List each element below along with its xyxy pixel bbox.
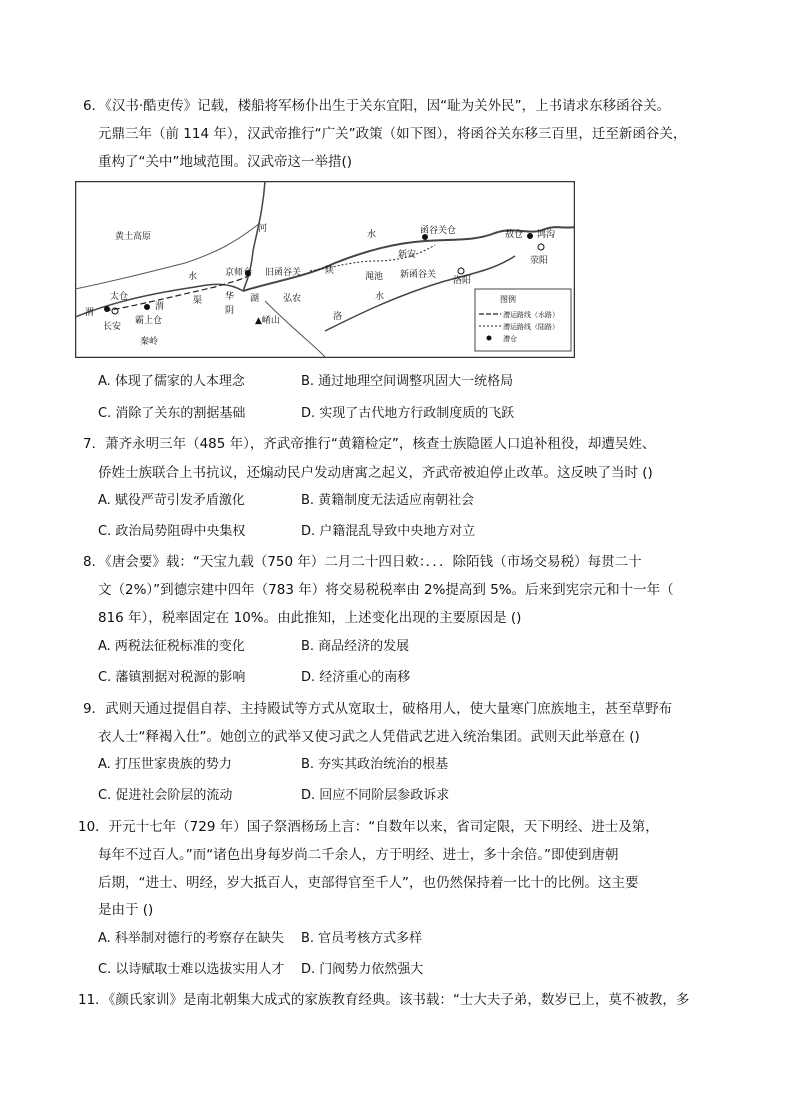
map-label-shui2: 水 <box>188 272 198 282</box>
q9-line-2: 衣人士“释褐入仕”。她创立的武举又使习武之人凭借武艺进入统治集团。武则天此举意在 () <box>98 729 640 745</box>
map-label-mianchi: 渑池 <box>365 272 384 282</box>
map-label-hua: 华 <box>225 292 235 302</box>
q9-option-b[interactable]: B. 夯实其政治统治的根基 <box>301 757 449 772</box>
map-label-huangtu: 黄土高原 <box>115 232 152 242</box>
q10-line-1: 10．开元十七年（729 年）国子祭酒杨玚上言：“自数年以来，省司定限，天下明经、进士及第， <box>78 819 659 835</box>
q10-option-a[interactable]: A. 科举制对德行的考察存在缺失 <box>98 931 284 946</box>
map-label-wei2: 渭 <box>155 302 165 312</box>
map-label-xinan: 新安 <box>398 250 417 260</box>
map-label-he: 河 <box>258 224 268 234</box>
q10-line-3: 后期，“进士、明经，岁大抵百人，吏部得官至千人”，也仍然保持着一比十的比例。这主要 <box>98 875 639 891</box>
map-figure <box>75 181 575 358</box>
q8-option-c[interactable]: C. 藩镇割据对税源的影响 <box>98 670 246 685</box>
map-label-honggou: 鸿沟 <box>537 230 556 240</box>
map-label-xinhangu: 新函谷关 <box>400 270 437 280</box>
legend-title: 图例 <box>500 295 516 304</box>
q8-line-1: 8．《唐会要》载：“天宝九载（750 年）二月二十四日敕：．．．除陌钱（市场交易税）每贯二十 <box>83 554 642 570</box>
q6-line-2: 元鼎三年（前 114 年），汉武帝推行“广关”政策（如下图），将函谷关东移三百里，迁至新函谷关， <box>98 126 687 142</box>
map-label-huayin: 阴 <box>225 306 235 316</box>
q7-option-c[interactable]: C. 政治局势阻碍中央集权 <box>98 524 246 539</box>
map-label-bashang: 霸上仓 <box>135 316 163 326</box>
map-label-hangu: 函谷关仓 <box>420 226 457 236</box>
map-label-luo: 洛 <box>333 312 343 322</box>
q7-line-2: 侨姓士族联合上书抗议，还煽动民户发动唐寓之起义，齐武帝被迫停止改革。这反映了当时 () <box>98 465 653 481</box>
q11-line-1: 11．《颜氏家训》是南北朝集大成式的家族教育经典。该书载：“士大夫子弟，数岁已上，莫不被教，多 <box>78 992 690 1008</box>
q9-option-a[interactable]: A. 打压世家贵族的势力 <box>98 757 232 772</box>
legend-water: 漕运路线（水路） <box>503 311 559 319</box>
q7-option-b[interactable]: B. 黄籍制度无法适应南朝社会 <box>301 493 475 508</box>
q6-line-1: 6．《汉书·酷吏传》记载，楼船将军杨仆出生于关东宜阳，因“耻为关外民”，上书请求东移函谷关。 <box>83 98 671 114</box>
legend-granary: 漕仓 <box>503 335 517 343</box>
q8-line-2: 文（2%）”到德宗建中四年（783 年）将交易税税率由 2%提高到 5%。后来到宪宗元和十一年（ <box>98 582 674 598</box>
map-label-qu: 渠 <box>193 296 203 306</box>
map-label-jiuhangu: 旧函谷关 <box>265 268 302 278</box>
q10-line-4: 是由于 () <box>98 902 154 918</box>
q6-option-c[interactable]: C. 消除了关东的割据基础 <box>98 406 246 421</box>
map-label-changan: 长安 <box>103 322 122 332</box>
q8-line-3: 816 年），税率固定在 10%。由此推知，上述变化出现的主要原因是 () <box>98 610 522 626</box>
map-label-shui3: 水 <box>375 292 385 302</box>
q7-line-1: 7．萧齐永明三年（485 年），齐武帝推行“黄籍检定”，核查士族隐匿人口追补租役，却遭吴姓、 <box>83 436 656 452</box>
q10-option-c[interactable]: C. 以诗赋取士难以选拔实用人才 <box>98 962 285 977</box>
q9-option-c[interactable]: C. 促进社会阶层的流动 <box>98 788 233 803</box>
map-label-aocang: 敖仓 <box>505 230 524 240</box>
q8-option-b[interactable]: B. 商品经济的发展 <box>301 639 410 654</box>
map-label-taicang: 太仓 <box>110 292 129 302</box>
q7-option-d[interactable]: D. 户籍混乱导致中央地方对立 <box>301 524 476 539</box>
q10-option-b[interactable]: B. 官员考核方式多样 <box>301 931 423 946</box>
legend-land: 漕运路线（陆路） <box>503 323 559 331</box>
q6-option-a[interactable]: A. 体现了儒家的人本理念 <box>98 374 245 389</box>
q9-line-1: 9．武则天通过提倡自荐、主持殿试等方式从宽取士，破格用人，使大量寒门庶族地主，甚至草野布 <box>83 701 673 717</box>
map-label-lishan: ▲崤山 <box>255 316 280 326</box>
map-legend <box>475 289 571 351</box>
q10-line-2: 每年不过百人。”而“诸色出身每岁尚二千余人，方于明经、进士，多十余倍。”即使到唐朝 <box>98 847 619 863</box>
q9-option-d[interactable]: D. 回应不同阶层参政诉求 <box>301 788 450 803</box>
q10-option-d[interactable]: D. 门阀势力依然强大 <box>301 962 424 977</box>
q7-option-a[interactable]: A. 赋役严苛引发矛盾激化 <box>98 493 245 508</box>
map-label-hongnong: 弘农 <box>283 294 302 304</box>
map-label-luoyang: 洛阳 <box>453 276 472 286</box>
q6-option-d[interactable]: D. 实现了古代地方行政制度质的飞跃 <box>301 406 515 421</box>
map-label-wei1: 渭 <box>85 308 95 318</box>
q6-line-3: 重构了“关中”地域范围。汉武帝这一举措() <box>98 154 353 170</box>
granary-marker <box>144 304 150 310</box>
map-label-qinling: 秦岭 <box>140 337 159 347</box>
map-label-hu: 湖 <box>250 294 260 304</box>
q8-option-d[interactable]: D. 经济重心的南移 <box>301 670 411 685</box>
q6-option-b[interactable]: B. 通过地理空间调整巩固大一统格局 <box>301 374 514 389</box>
q8-option-a[interactable]: A. 两税法征税标准的变化 <box>98 639 245 654</box>
map-label-shui1: 水 <box>367 230 377 240</box>
map-label-shan: 陕 <box>325 266 335 276</box>
granary-marker <box>527 233 533 239</box>
map-label-xingyang: 荥阳 <box>530 256 549 266</box>
map-label-jingshi: 京师仓 <box>225 268 253 278</box>
granary-marker <box>104 306 110 312</box>
